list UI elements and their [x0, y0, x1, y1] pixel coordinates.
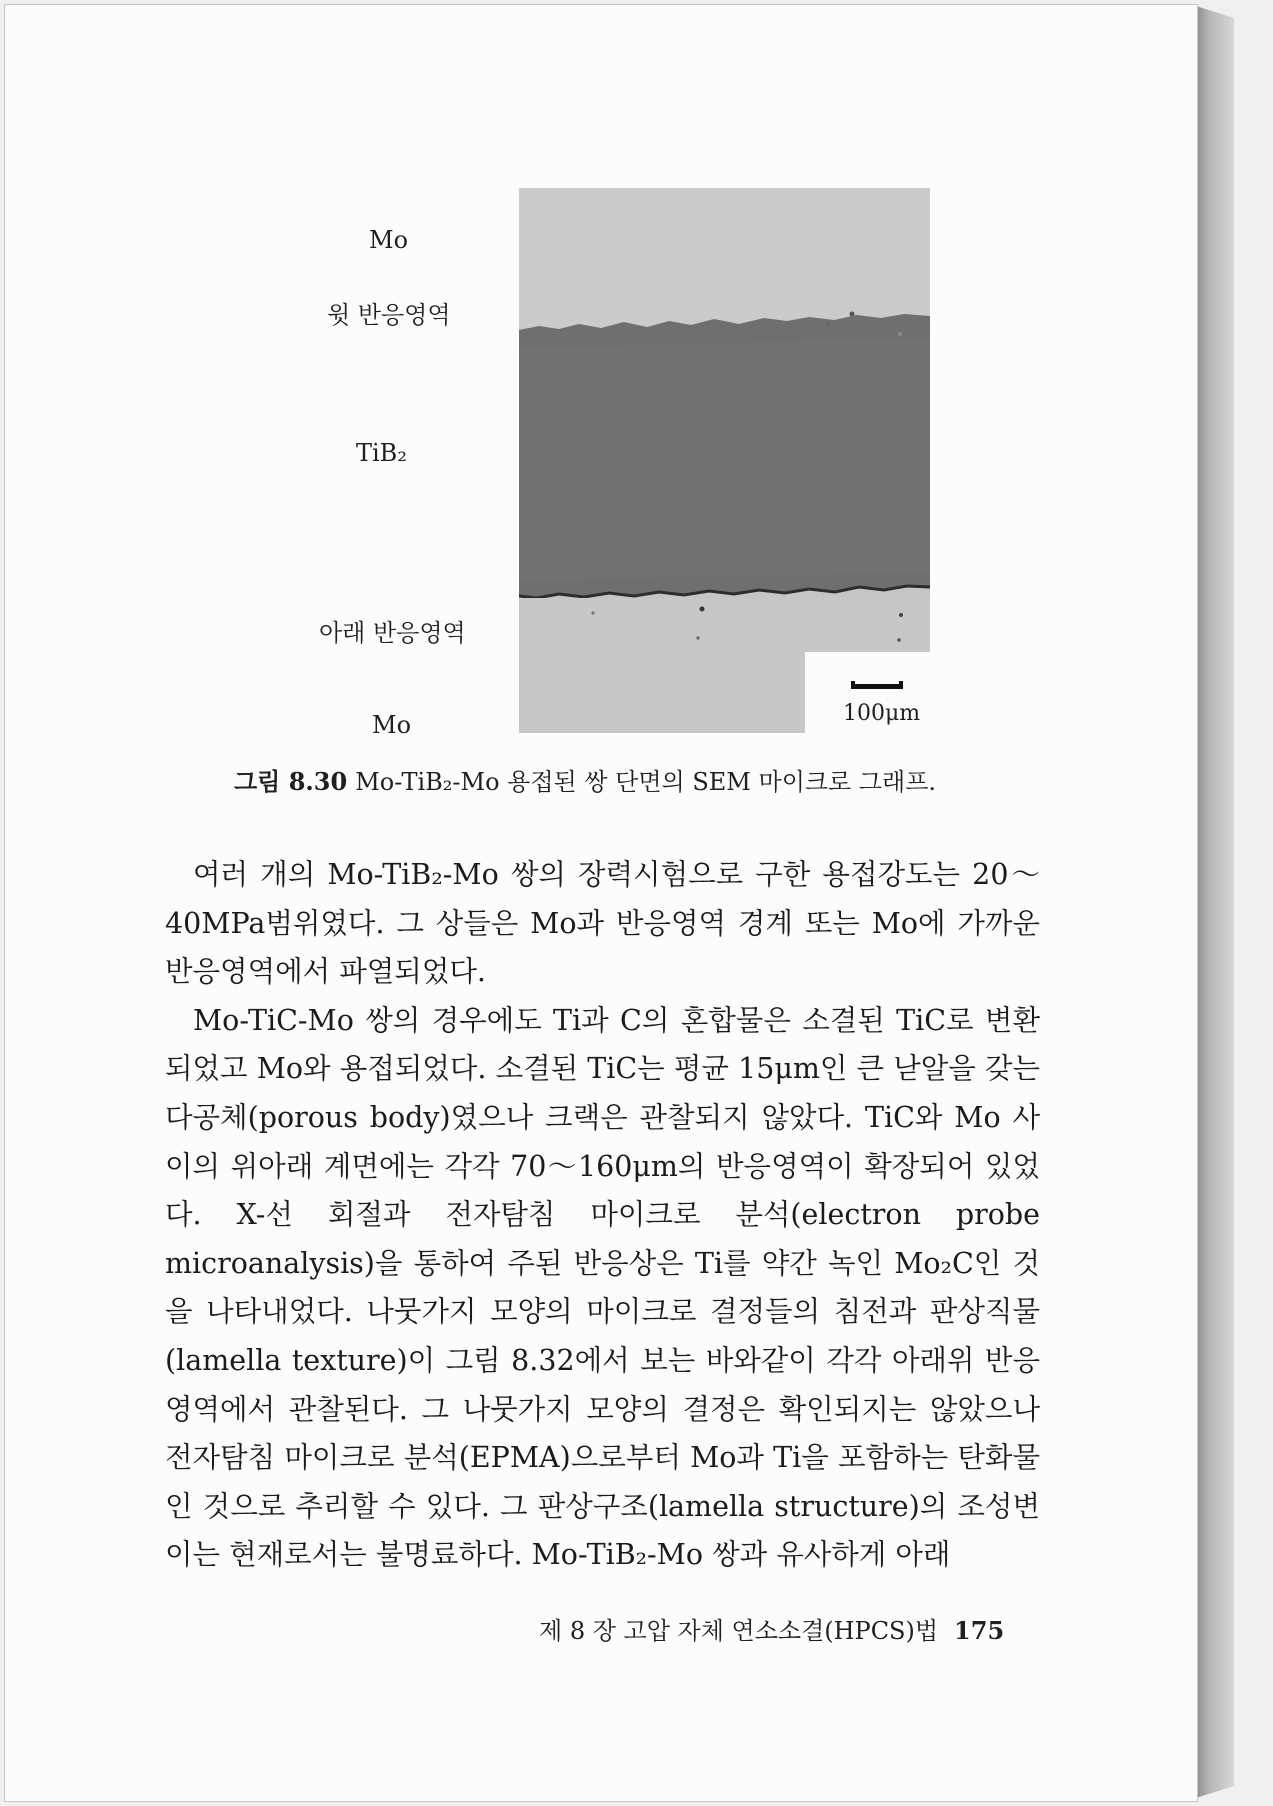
- chapter-title: 제 8 장 고압 자체 연소소결(HPCS)법: [539, 1617, 939, 1645]
- label-mo-bottom: Mo: [372, 711, 412, 739]
- figure-caption: [234, 762, 936, 797]
- page-edge-shadow: [1196, 6, 1234, 1798]
- figure-caption-text: Mo-TiB₂-Mo 용접된 쌍 단면의 SEM 마이크로 그래프.: [355, 768, 937, 796]
- paragraph-2: Mo-TiC-Mo 쌍의 경우에도 Ti과 C의 혼합물은 소결된 TiC로 변환되었고 Mo와 용접되었다. 소결된 TiC는 평균 15μm인 큰 낟알을 갖는 다공체(porous body)였으나 크랙은 관찰되지 않았다. TiC와 Mo 사이의 위아래 계면에는 각각 70～160μm의 반응영역이 확장되어 있었다. X-선 회절과 전자탐침 마이크로 분석(electron probe microanalysis)을 통하여 주된 반응상은 Ti를 약간 녹인 Mo₂C인 것을 나타내었다. 나뭇가지 모양의 마이크로 결정들의 침전과 판상직물(lamella texture)이 그림 8.32에서 보는 바와같이 각각 아래위 반응영역에서 관찰된다. 그 나뭇가지 모양의 결정은 확인되지는 않았으나 전자탐침 마이크로 분석(EPMA)으로부터 Mo과 Ti을 포함하는 탄화물인 것으로 추리할 수 있다. 그 판상구조(lamella structure)의 조성변이는 현재로서는 불명료하다. Mo-TiB₂-Mo 쌍과 유사하게 아래: [165, 1003, 1040, 1572]
- label-upper-reaction-zone: 윗 반응영역: [327, 301, 451, 329]
- label-tib2: TiB₂: [356, 439, 407, 467]
- label-lower-reaction-zone: 아래 반응영역: [319, 619, 466, 647]
- figure-number: 그림 8.30: [234, 767, 348, 796]
- body-text: [165, 851, 1040, 1580]
- scale-bar-box: [805, 652, 931, 733]
- label-mo-top: Mo: [369, 226, 409, 254]
- page-footer: [539, 1611, 1004, 1646]
- book-page: [4, 4, 1198, 1802]
- scale-bar: [851, 681, 903, 689]
- paragraph-1: 여러 개의 Mo-TiB₂-Mo 쌍의 장력시험으로 구한 용접강도는 20～40MPa범위였다. 그 상들은 Mo과 반응영역 경계 또는 Mo에 가까운 반응영역에서 파열되었다.: [165, 858, 1040, 989]
- page-number: 175: [954, 1616, 1005, 1645]
- scale-bar-label: 100μm: [843, 701, 921, 726]
